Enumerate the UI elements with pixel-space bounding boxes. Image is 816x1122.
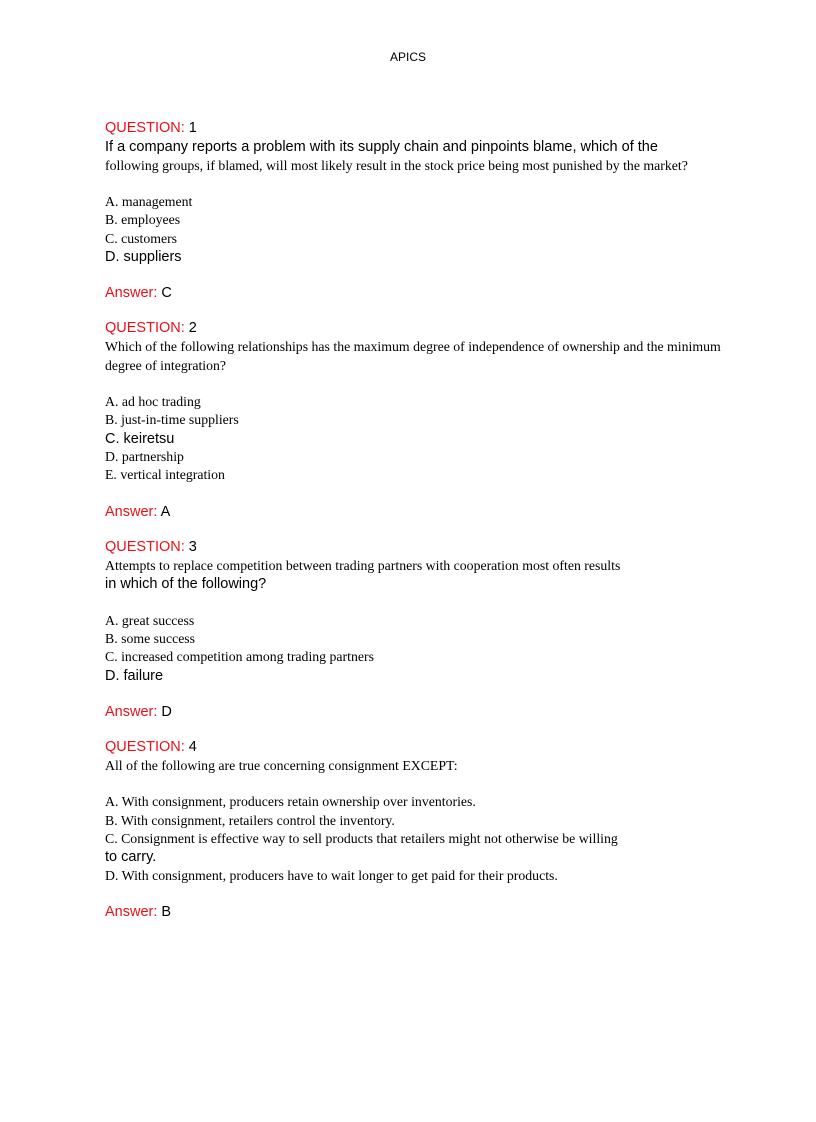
- answer-option-d: D. failure: [105, 667, 164, 684]
- question-number: 3: [188, 538, 197, 555]
- question-block-4: [105, 738, 725, 922]
- answer-line: [105, 903, 725, 922]
- question-label: QUESTION:: [105, 320, 185, 337]
- answer-label: Answer:: [105, 503, 158, 520]
- answer-label: Answer:: [105, 285, 158, 302]
- question-block-3: [105, 538, 725, 722]
- question-label: QUESTION:: [105, 120, 185, 136]
- answer-option-a: A. management: [105, 194, 193, 209]
- question-number: 2: [188, 320, 197, 337]
- page-header: APICS: [389, 50, 426, 64]
- question-number: 1: [188, 120, 197, 136]
- answer-option-b: B. just-in-time suppliers: [105, 412, 239, 428]
- question-text: [105, 138, 725, 175]
- question-label: QUESTION:: [105, 738, 185, 755]
- question-number: 4: [188, 738, 197, 755]
- answer-option-b: B. some success: [105, 630, 196, 646]
- answer-line: [105, 503, 725, 522]
- answer-option-a: A. great success: [105, 612, 195, 628]
- question-heading: [105, 119, 725, 138]
- answer-option-d: D. partnership: [105, 449, 184, 465]
- question-text-lead: If a company reports a problem with its supply chain and pinpoints blame, which of the: [105, 139, 658, 155]
- answer-label: Answer:: [105, 703, 158, 720]
- answer-option-d: D. suppliers: [105, 248, 182, 265]
- question-block-2: [105, 319, 725, 521]
- answer-label: Answer:: [105, 903, 158, 920]
- answer-value: A: [160, 503, 171, 520]
- answer-option-c: C. Consignment is effective way to sell products that retailers might not otherwise be willing: [105, 830, 618, 846]
- answer-option-b: B. With consignment, retailers control the inventory.: [105, 812, 395, 828]
- answer-option-a: A. ad hoc trading: [105, 394, 201, 410]
- answer-value: B: [161, 903, 172, 920]
- answer-option-b: B. employees: [105, 212, 181, 228]
- document-body: [105, 119, 725, 922]
- answer-line: [105, 703, 725, 722]
- answer-option-c: C. keiretsu: [105, 430, 175, 447]
- question-label: QUESTION:: [105, 538, 185, 555]
- answer-option-d: D. With consignment, producers have to wait longer to get paid for their products.: [105, 867, 558, 883]
- answer-option-e: E. vertical integration: [105, 467, 225, 483]
- question-heading: [105, 319, 725, 338]
- answer-option-a: A. With consignment, producers retain ownership over inventories.: [105, 794, 476, 810]
- question-text-lead: Attempts to replace competition between trading partners with cooperation most often results: [105, 557, 621, 573]
- question-text: Which of the following relationships has the maximum degree of independence of ownership and the minimum degree of integration?: [105, 339, 721, 373]
- question-text-rest: in which of the following?: [105, 576, 267, 593]
- answer-option-c: C. increased competition among trading partners: [105, 649, 374, 665]
- question-block-1: [105, 119, 725, 303]
- answer-value: D: [161, 703, 172, 720]
- question-heading: [105, 738, 725, 757]
- question-text: [105, 557, 725, 594]
- answer-option-c: C. customers: [105, 230, 178, 246]
- answer-option-c-continued: to carry.: [105, 849, 157, 866]
- question-text-rest: following groups, if blamed, will most likely result in the stock price being most punished by the market?: [105, 157, 688, 173]
- answer-line: [105, 284, 725, 303]
- question-heading: [105, 538, 725, 557]
- question-text: All of the following are true concerning consignment EXCEPT:: [105, 757, 458, 773]
- answer-value: C: [161, 285, 172, 302]
